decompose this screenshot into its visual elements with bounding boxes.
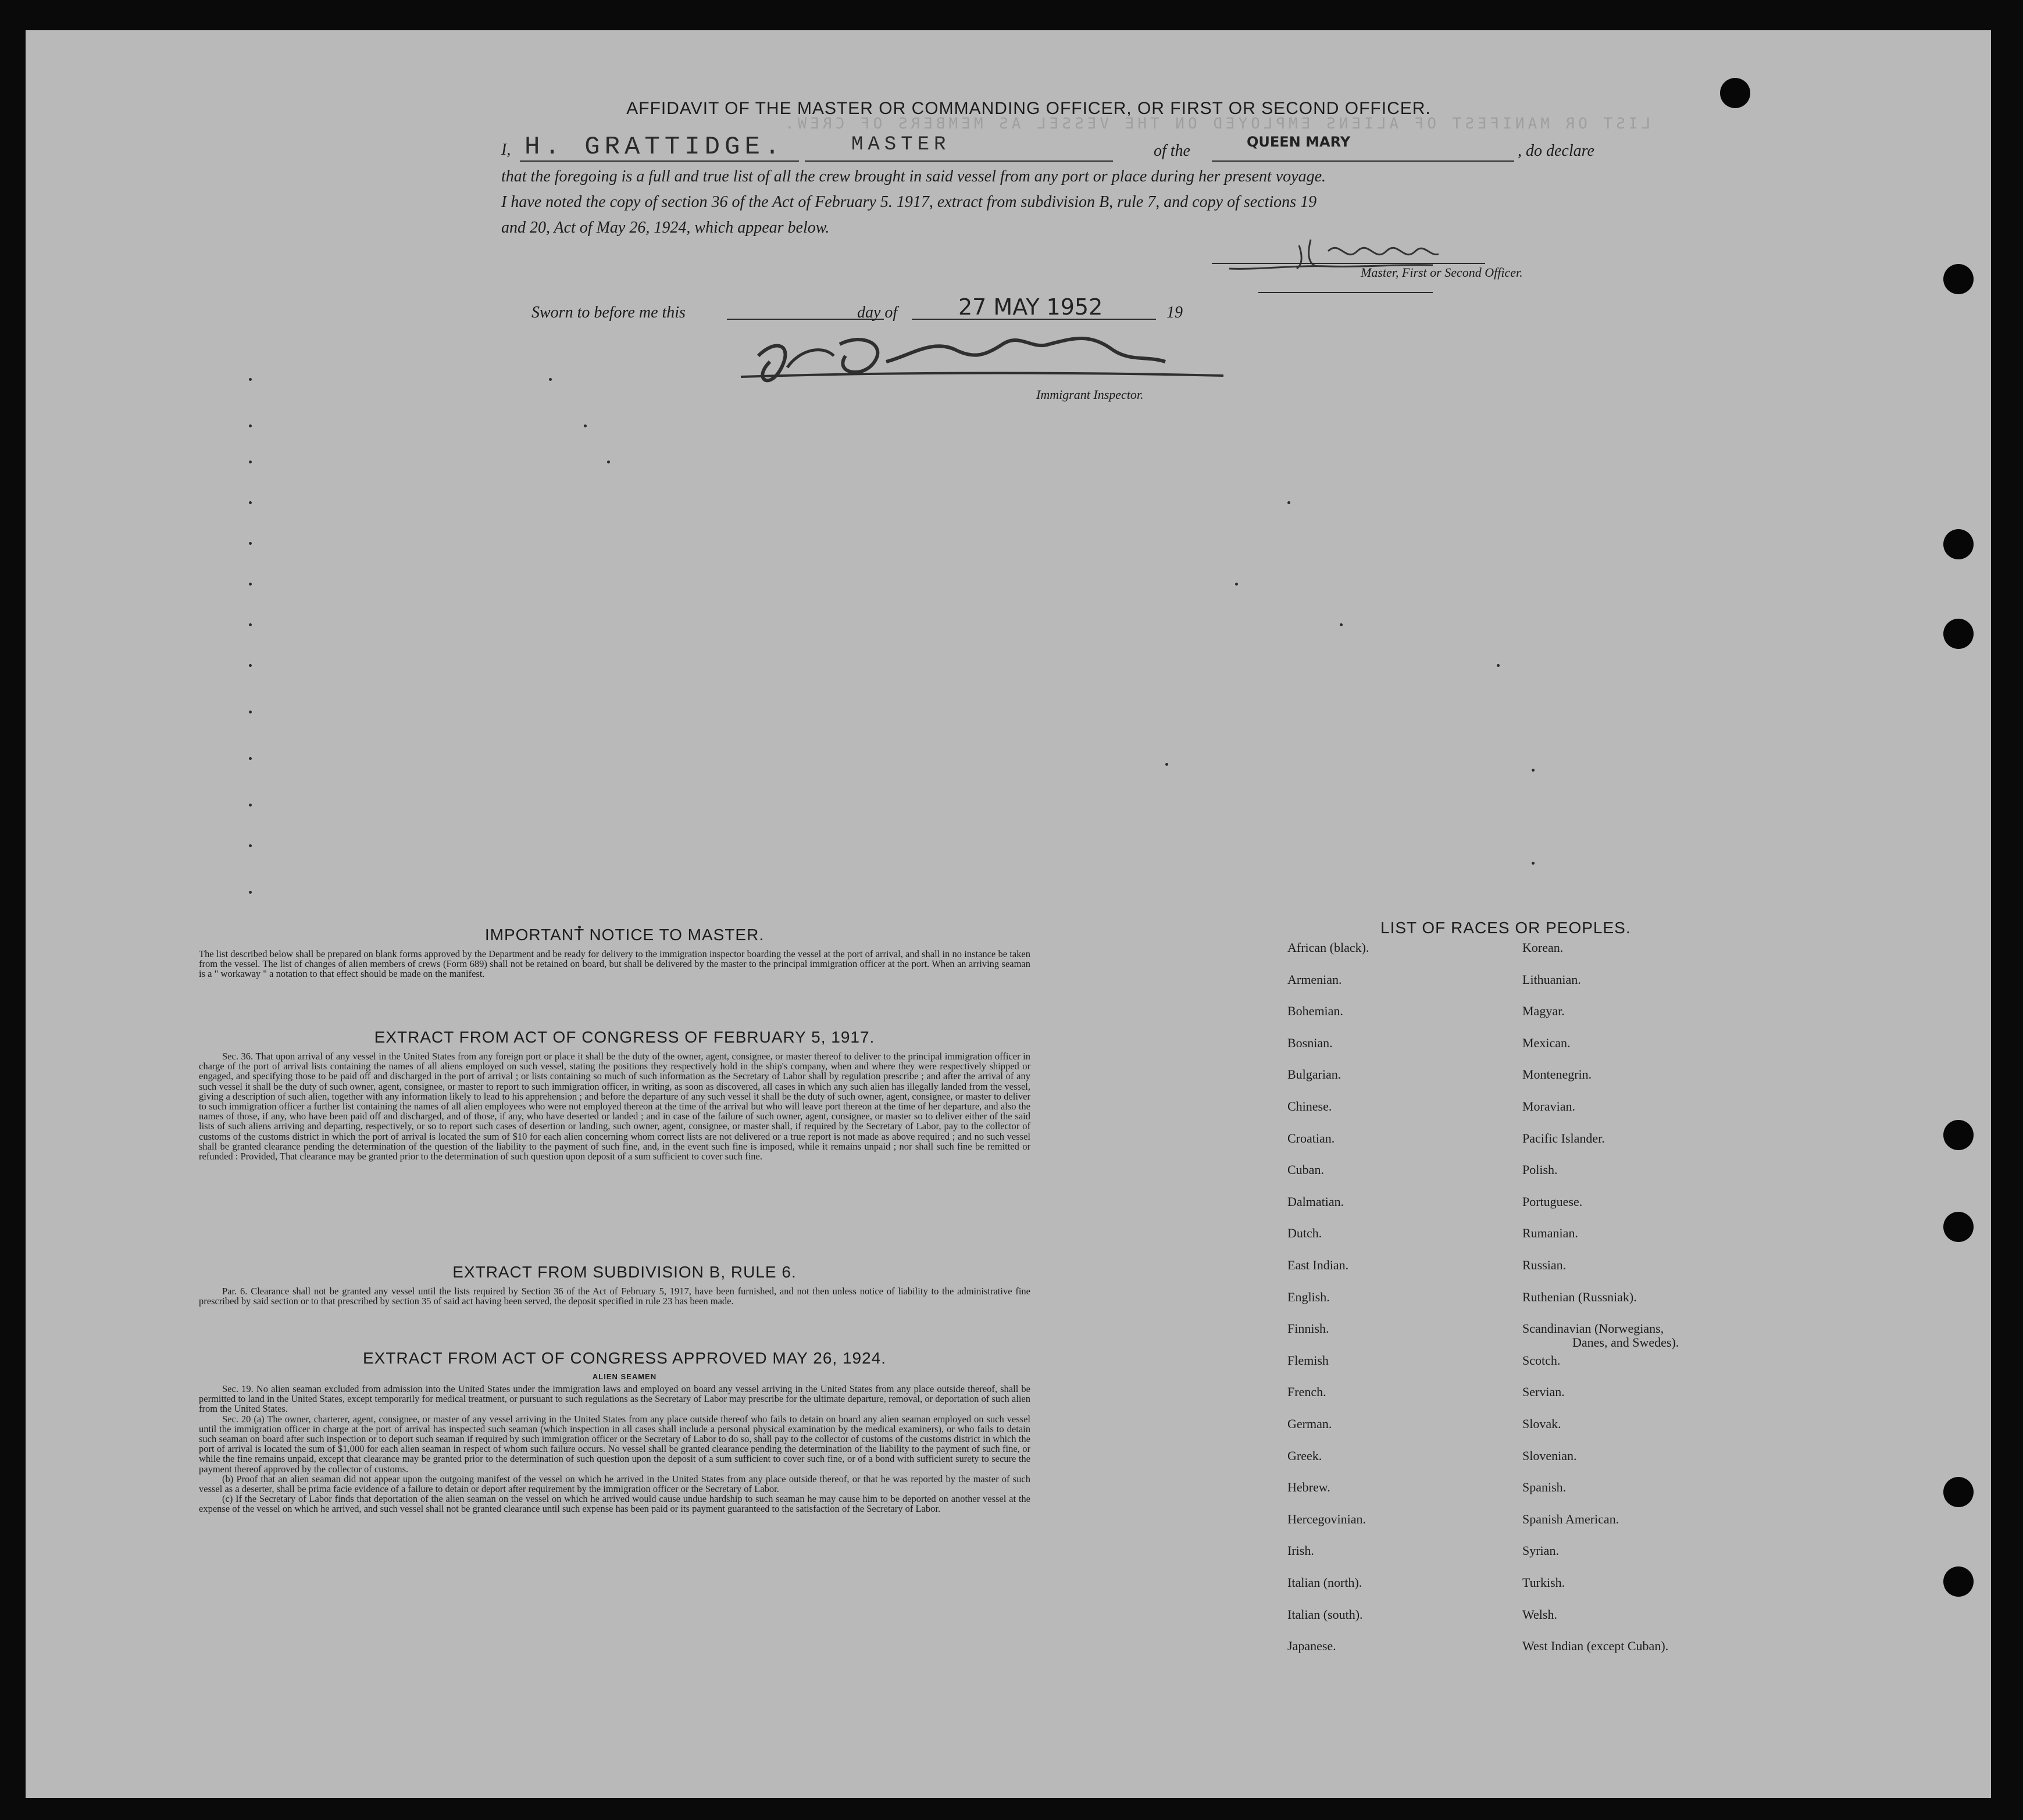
race-left-item: Bulgarian. <box>1287 1067 1341 1082</box>
stray-mark <box>249 461 252 463</box>
race-right-item: Rumanian. <box>1522 1226 1578 1241</box>
stray-mark <box>1532 769 1535 772</box>
race-right-item: Pacific Islander. <box>1522 1130 1605 1145</box>
stray-mark <box>549 378 552 381</box>
race-left-item: Flemish <box>1287 1352 1329 1368</box>
race-left-item: African (black). <box>1287 940 1369 955</box>
race-left-item: Cuban. <box>1287 1162 1324 1177</box>
race-left-item: German. <box>1287 1416 1332 1431</box>
section-36-paragraph: Sec. 36. That upon arrival of any vessel in the United States from any foreign port or place it shall be the duty of the owner, agent, consignee, or master thereof to deliver to the principal immigration officer in charge of the port of arrival lists containing the names of all aliens employed on such vessel, stating the positions they respectively hold in the ship's company, when and where they were respectively shipped or engaged, and specifying those to be paid off and discharged in the port of arrival ; or lists containing so much of such information as the Secretary of Labor shall by regulation prescribe ; and after the arrival of any such vessel it shall be the duty of such owner, agent, consignee, or master to report to such immigration officer, in writing, as soon as discovered, all cases in which any such alien has illegally landed from the vessel, giving a description of such alien, together with any information likely to lead to his apprehension ; and before the departure of any such vessel it shall be the duty of such owner, agent, consignee, or master to deliver to such immigration officer a further list containing the names of all alien employees who were not employed thereon at the time of the arrival but who will leave port thereon at the time of her departure, and also the names of those, if any, who have been paid off and discharged, and of those, if any, who have deserted or landed ; and in case of the failure of such owner, agent, consignee, or master so to deliver either of the said lists of such aliens arriving and departing, respectively, or so to report such cases of desertion or landing, such owner, agent, consignee, or master shall, if required by the Secretary of Labor, pay to the collector of customs of the customs district in which the port of arrival is located the sum of $10 for each alien concerning whom correct lists are not delivered or a true report is not made as above required ; and no such vessel shall be granted clearance pending the determination of the question of the liability to the payment of such fine, and, in the event such fine is imposed, while it remains unpaid ; nor shall such fine be remitted or refunded : Provided, That clearance may be granted prior to the determination of such question upon deposit of a sum sufficient to cover such fine. <box>199 1051 1030 1162</box>
punch-hole <box>1943 529 1974 559</box>
extract-1917-body <box>199 1051 1030 1161</box>
race-left-item: Japanese. <box>1287 1639 1336 1654</box>
vessel-name-stamp: QUEEN MARY <box>1247 134 1351 150</box>
alien-seamen-subtitle: ALIEN SEAMEN <box>592 1372 657 1381</box>
stray-mark <box>249 542 252 545</box>
race-scandinavian-continuation: Danes, and Swedes). <box>1572 1335 1679 1350</box>
stray-mark <box>249 891 252 894</box>
race-right-item: Lithuanian. <box>1522 972 1581 987</box>
race-left-item: East Indian. <box>1287 1258 1349 1272</box>
affidavit-line2: that the foregoing is a full and true list of all the crew brought in said vessel from any port or place during her present voyage. <box>501 167 1326 185</box>
notice-paragraph: The list described below shall be prepared on blank forms approved by the Department and be ready for delivery to the immigration inspector boarding the vessel at the port of arrival, and shall in no instance be taken from the vessel. The list of changes of alien members of crews (Form 689) shall not be retained on board, but shall be delivered by the master to the principal immigration officer at the port. When an arriving seaman is a " workaway " a notation to that effect should be made on the manifest. <box>199 948 1030 980</box>
race-right-item: Syrian. <box>1522 1543 1559 1558</box>
stray-mark <box>1235 583 1238 586</box>
stray-mark <box>249 804 252 806</box>
sworn-text: Sworn to before me this <box>531 304 686 322</box>
races-title: LIST OF RACES OR PEOPLES. <box>1380 919 1631 937</box>
year-prefix: 19 <box>1166 304 1183 322</box>
officer-signature-rule <box>1212 263 1485 264</box>
race-right-item: Welsh. <box>1522 1607 1557 1622</box>
subdivision-b-body <box>199 1286 1030 1306</box>
stray-mark <box>249 424 252 427</box>
affidavit-title: AFFIDAVIT OF THE MASTER OR COMMANDING OFFICER, OR FIRST OR SECOND OFFICER. <box>626 99 1431 118</box>
race-right-item: Korean. <box>1522 940 1564 955</box>
bleed-through-text: LIST OR MANIFEST OF ALIENS EMPLOYED ON THE VESSEL AS MEMBERS OF CREW. <box>782 115 1651 133</box>
race-right-item: Polish. <box>1522 1162 1558 1177</box>
race-right-item: Servian. <box>1522 1384 1565 1400</box>
stray-mark <box>249 501 252 504</box>
race-left-item: Finnish. <box>1287 1321 1329 1336</box>
affidavit-line4: and 20, Act of May 26, 1924, which appear below. <box>501 219 830 237</box>
extract-1917-title: EXTRACT FROM ACT OF CONGRESS OF FEBRUARY 5, 1917. <box>374 1028 875 1046</box>
officer-caption: Master, First or Second Officer. <box>1361 265 1523 280</box>
stray-mark <box>1532 862 1535 865</box>
race-right-item: Turkish. <box>1522 1575 1565 1590</box>
stray-mark <box>584 424 587 427</box>
stray-mark <box>249 711 252 713</box>
race-left-item: Chinese. <box>1287 1099 1332 1114</box>
rank-rule <box>805 160 1113 162</box>
stray-mark <box>1287 501 1290 504</box>
race-right-item: Spanish. <box>1522 1480 1567 1495</box>
sworn-date-rule <box>912 319 1156 320</box>
race-left-item: Greek. <box>1287 1448 1322 1463</box>
extract-1924-body <box>199 1384 1030 1514</box>
race-left-item: French. <box>1287 1384 1326 1400</box>
rank-handwritten: MASTER <box>851 134 951 156</box>
race-right-item: Magyar. <box>1522 1004 1565 1019</box>
vessel-rule <box>1212 160 1514 162</box>
punch-hole <box>1943 264 1974 294</box>
race-left-item: English. <box>1287 1289 1330 1304</box>
name-rule <box>520 160 799 162</box>
race-right-item: Montenegrin. <box>1522 1067 1592 1082</box>
punch-hole <box>1943 1212 1974 1242</box>
race-left-item: Hebrew. <box>1287 1480 1330 1495</box>
race-right-item: Portuguese. <box>1522 1194 1583 1209</box>
do-declare-text: , do declare <box>1518 142 1594 160</box>
race-right-item: Russian. <box>1522 1258 1567 1272</box>
race-right-item: Scandinavian (Norwegians, <box>1522 1321 1664 1336</box>
stray-mark <box>249 583 252 586</box>
sec-20c-paragraph: (c) If the Secretary of Labor finds that deportation of the alien seaman on the vessel on which he arrived would cause undue hardship to such seaman he may cause him to be deported on another vessel at the expense of the vessel on which he arrived, and such vessel shall not be granted clearance until such expense has been paid or its payment guaranteed to the satisfaction of the Secretary of Labor. <box>199 1493 1030 1515</box>
race-left-item: Dutch. <box>1287 1226 1322 1241</box>
affidavit-prefix: I, <box>501 141 511 159</box>
affidavit-line3: I have noted the copy of section 36 of the Act of February 5. 1917, extract from subdivision B, rule 7, and copy of sections 19 <box>501 193 1317 211</box>
stray-mark <box>249 378 252 381</box>
race-left-item: Dalmatian. <box>1287 1194 1344 1209</box>
race-left-item: Bohemian. <box>1287 1004 1343 1019</box>
race-left-item: Italian (south). <box>1287 1607 1363 1622</box>
race-left-item: Croatian. <box>1287 1130 1335 1145</box>
sec-20b-paragraph: (b) Proof that an alien seaman did not appear upon the outgoing manifest of the vessel on which he arrived in the United States from any place outside thereof, or that he was reported by the master of such vessel as a deserter, shall be prima facie evidence of a failure to detain or deport after requirement by the immigration officer or the Secretary of Labor. <box>199 1473 1030 1495</box>
race-left-item: Armenian. <box>1287 972 1342 987</box>
punch-hole <box>1943 1477 1974 1507</box>
race-right-item: Moravian. <box>1522 1099 1576 1114</box>
race-right-item: Slovenian. <box>1522 1448 1577 1463</box>
race-right-item: Scotch. <box>1522 1352 1561 1368</box>
stray-mark <box>607 461 610 463</box>
par-6-paragraph: Par. 6. Clearance shall not be granted any vessel until the lists required by Section 36 of the Act of February 5, 1917, have been furnished, and not then unless notice of liability to the administrative fine prescribed by said section or to that prescribed by section 35 of said act having been served, the deposit specified in rule 23 has been made. <box>199 1286 1030 1307</box>
of-the-text: of the <box>1154 142 1190 160</box>
notice-title: IMPORTANT NOTICE TO MASTER. <box>484 926 765 944</box>
document-page <box>26 30 1991 1798</box>
stray-mark <box>249 664 252 667</box>
race-right-item: West Indian (except Cuban). <box>1522 1639 1669 1654</box>
race-right-item: Mexican. <box>1522 1035 1571 1050</box>
inspector-caption: Immigrant Inspector. <box>1036 387 1144 402</box>
stray-mark <box>1340 623 1343 626</box>
stray-mark <box>1165 763 1168 766</box>
sec-20a-paragraph: Sec. 20 (a) The owner, charterer, agent, consignee, or master of any vessel arriving in the United States from any place outside thereof who fails to detain on board any alien seaman employed on such vessel until the immigration officer in charge at the port of arrival has inspected such seaman (which inspection in all cases shall include a personal physical examination by the medical examiners), or who fails to detain such seaman on board after such inspection or to deport such seaman if required by such immigration officer or the Secretary of Labor to do so, shall pay to the collector of customs of the customs district in which the port of arrival is located the sum of $1,000 for each alien seaman in respect of whom such failure occurs. No vessel shall be granted clearance pending the determination of the liability to the payment of such fine, or while the fine remains unpaid, except that clearance may be granted prior to the determination of such question upon the deposit of a sum sufficient to cover such fine, or of a bond with sufficient surety to secure the payment thereof approved by the collector of customs. <box>199 1413 1030 1475</box>
punch-hole <box>1943 1566 1974 1597</box>
race-right-item: Slovak. <box>1522 1416 1561 1431</box>
race-left-item: Italian (north). <box>1287 1575 1362 1590</box>
notice-body <box>199 949 1030 979</box>
subdivision-b-title: EXTRACT FROM SUBDIVISION B, RULE 6. <box>452 1263 797 1281</box>
inspector-signature <box>735 321 1235 399</box>
stray-mark <box>1497 664 1500 667</box>
race-right-item: Spanish American. <box>1522 1511 1619 1526</box>
race-left-item: Hercegovinian. <box>1287 1511 1366 1526</box>
master-name-handwritten: H. GRATTIDGE. <box>525 133 785 162</box>
stray-mark <box>249 844 252 847</box>
punch-hole <box>1943 1120 1974 1150</box>
punch-hole <box>1720 78 1750 108</box>
officer-underline <box>1258 292 1433 293</box>
date-stamp: 27 MAY 1952 <box>958 294 1103 320</box>
punch-hole <box>1943 619 1974 649</box>
stray-mark <box>249 623 252 626</box>
day-of-text: day of <box>857 304 898 322</box>
race-right-item: Ruthenian (Russniak). <box>1522 1289 1637 1304</box>
race-left-item: Bosnian. <box>1287 1035 1333 1050</box>
stray-mark <box>249 757 252 760</box>
race-left-item: Irish. <box>1287 1543 1314 1558</box>
sec-19-paragraph: Sec. 19. No alien seaman excluded from admission into the United States under the immigration laws and employed on board any vessel arriving in the United States from any place outside thereof, shall be permitted to land in the United States, except temporarily for medical treatment, or pursuant to such regulations as the Secretary of Labor may prescribe for the ultimate departure, removal, or deportation of such alien from the United States. <box>199 1383 1030 1415</box>
extract-1924-title: EXTRACT FROM ACT OF CONGRESS APPROVED MAY 26, 1924. <box>362 1349 887 1367</box>
